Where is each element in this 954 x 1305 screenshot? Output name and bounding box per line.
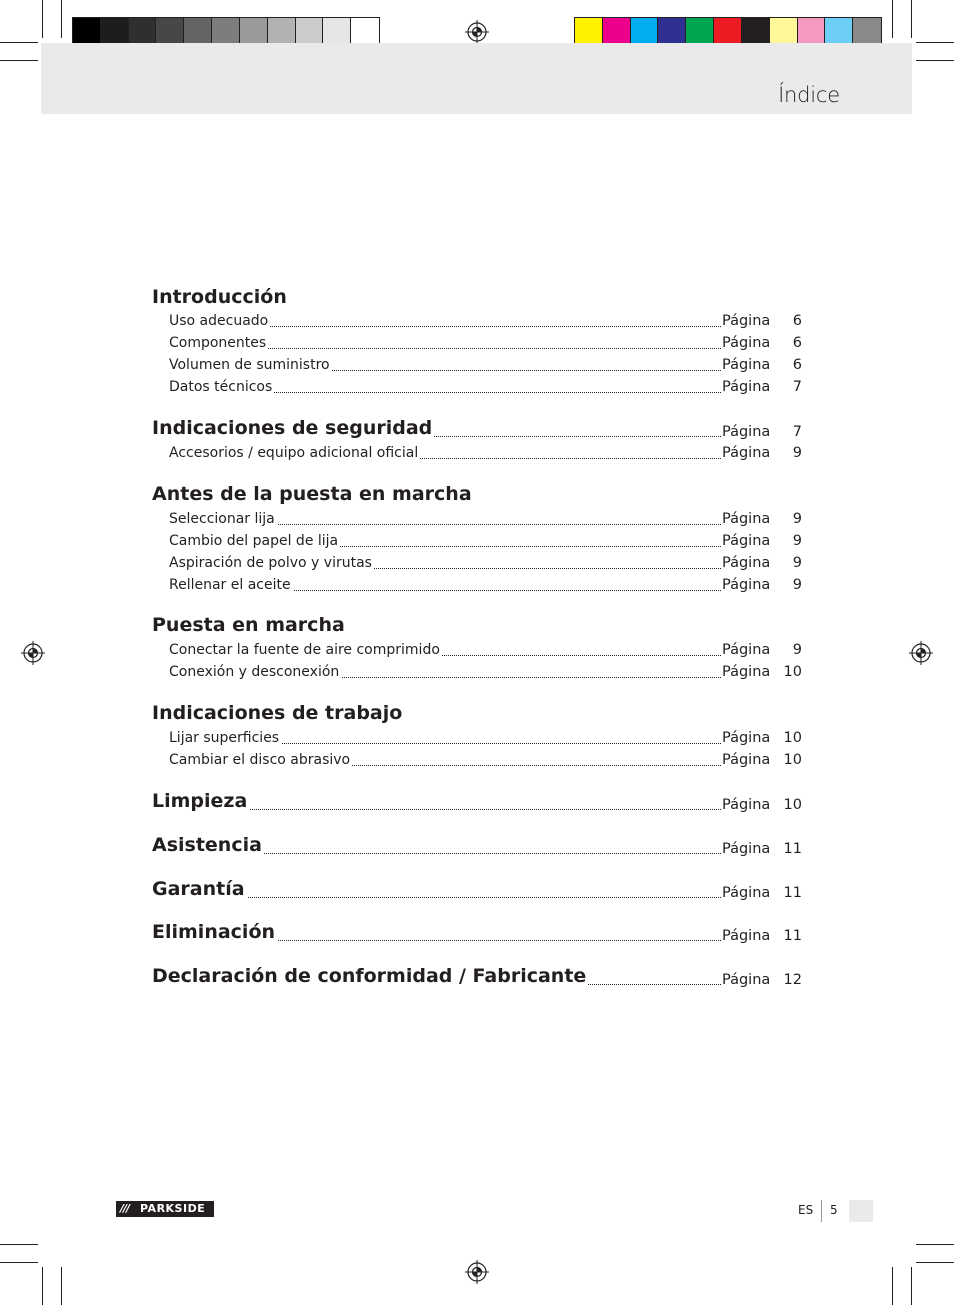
toc-page-number: 10 [783,797,802,813]
color-swatch [770,18,798,45]
toc-page-number: 12 [783,972,802,988]
toc-section-title: Introducción [152,286,287,308]
toc-section[interactable] [0,704,954,726]
color-swatch [129,18,157,45]
toc-section-title: Indicaciones de trabajo [152,702,403,724]
color-swatch [268,18,296,45]
toc-entry[interactable] [0,443,954,465]
toc-section-title: Indicaciones de seguridad [152,417,433,439]
toc-page-label: Página [722,357,771,373]
color-swatch [825,18,853,45]
toc-section[interactable] [0,288,954,310]
toc-entry[interactable] [0,728,954,750]
color-swatch [296,18,324,45]
toc-page-number: 6 [792,313,802,329]
toc-entry[interactable] [0,662,954,684]
color-swatch [73,18,101,45]
crop-mark [892,0,893,38]
toc-page-number: 6 [792,357,802,373]
crop-mark [911,0,912,38]
toc-page-label: Página [722,577,771,593]
toc-page-label: Página [722,885,771,901]
toc-page-label: Página [722,928,771,944]
crop-mark [42,0,43,38]
toc-entry-title: Volumen de suministro [169,357,330,373]
color-swatch [156,18,184,45]
toc-entry-title: Conexión y desconexión [169,664,340,680]
toc-section[interactable] [0,792,954,814]
color-swatch [240,18,268,45]
toc-entry[interactable] [0,575,954,597]
toc-page-number: 9 [792,577,802,593]
toc-page-label: Página [722,379,771,395]
crop-mark [61,1267,62,1305]
toc-page-label: Página [722,555,771,571]
toc-page-label: Página [722,797,771,813]
toc-page-number: 7 [792,424,802,440]
toc-page-number: 11 [783,841,802,857]
page-title: Índice [778,83,840,107]
crop-mark [0,1262,38,1263]
toc-page-number: 9 [792,511,802,527]
crop-mark [916,42,954,43]
toc-entry[interactable] [0,355,954,377]
toc-section[interactable] [0,419,954,441]
toc-page-number: 6 [792,335,802,351]
toc-entry[interactable] [0,509,954,531]
toc-page-label: Página [722,424,771,440]
color-swatch [184,18,212,45]
toc-entry-title: Rellenar el aceite [169,577,291,593]
toc-page-label: Página [722,335,771,351]
toc-section[interactable] [0,485,954,507]
color-swatch [714,18,742,45]
toc-page-number: 11 [783,928,802,944]
toc-page-number: 11 [783,885,802,901]
toc-entry-title: Uso adecuado [169,313,269,329]
toc-section-title: Eliminación [152,921,276,943]
toc-entry[interactable] [0,377,954,399]
toc-page-number: 7 [792,379,802,395]
toc-page-label: Página [722,313,771,329]
toc-section-title: Asistencia [152,834,262,856]
crop-mark [892,1267,893,1305]
crop-mark [916,1262,954,1263]
toc-page-label: Página [722,445,771,461]
toc-section[interactable] [0,836,954,858]
brand-mark: /// [120,1202,130,1215]
toc-section[interactable] [0,923,954,945]
toc-page-label: Página [722,511,771,527]
toc-entry[interactable] [0,531,954,553]
toc-entry[interactable] [0,311,954,333]
color-swatch [101,18,129,45]
toc-page-number: 10 [783,752,802,768]
crop-mark [42,1267,43,1305]
toc-entry-title: Componentes [169,335,267,351]
toc-section[interactable] [0,880,954,902]
toc-page-label: Página [722,730,771,746]
crop-mark [0,60,38,61]
toc-page-label: Página [722,533,771,549]
color-swatch [686,18,714,45]
crop-mark [61,0,62,38]
toc-page-number: 9 [792,533,802,549]
toc-section-title: Limpieza [152,790,248,812]
color-swatch [323,18,351,45]
toc-page-label: Página [722,664,771,680]
toc-section-title: Declaración de conformidad / Fabricante [152,965,587,987]
color-swatch [742,18,770,45]
toc-entry-title: Aspiración de polvo y virutas [169,555,372,571]
color-swatch [212,18,240,45]
crop-mark [916,1244,954,1245]
toc-entry[interactable] [0,640,954,662]
brand-name: PARKSIDE [140,1202,206,1215]
toc-section-title: Antes de la puesta en marcha [152,483,472,505]
toc-entry-title: Accesorios / equipo adicional oficial [169,445,419,461]
crop-mark [0,1244,38,1245]
toc-entry[interactable] [0,333,954,355]
toc-entry[interactable] [0,553,954,575]
toc-page-number: 9 [792,642,802,658]
color-swatch [631,18,659,45]
toc-page-label: Página [722,841,771,857]
toc-section[interactable] [0,967,954,989]
crop-mark [916,60,954,61]
toc-page-label: Página [722,642,771,658]
toc-page-label: Página [722,972,771,988]
toc-entry-title: Seleccionar lija [169,511,275,527]
page-number: 5 [830,1203,838,1217]
color-swatch [798,18,826,45]
crop-mark [911,1267,912,1305]
process-color-bar [574,17,882,46]
language-code: ES [798,1203,814,1217]
toc-section[interactable] [0,616,954,638]
crop-mark [0,42,38,43]
color-swatch [575,18,603,45]
registration-mark-icon [465,20,489,44]
toc-entry[interactable] [0,750,954,772]
toc-entry-title: Cambio del papel de lija [169,533,339,549]
toc-entry-title: Conectar la fuente de aire comprimido [169,642,440,658]
grayscale-color-bar [72,17,380,46]
brand-logo [116,1201,214,1217]
color-swatch [351,18,379,45]
toc-page-number: 10 [783,730,802,746]
footer-divider [821,1200,822,1222]
toc-page-number: 9 [792,555,802,571]
toc-entry-title: Datos técnicos [169,379,273,395]
toc-page-number: 10 [783,664,802,680]
registration-mark-icon [465,1260,489,1284]
toc-page-number: 9 [792,445,802,461]
toc-entry-title: Cambiar el disco abrasivo [169,752,351,768]
toc-section-title: Puesta en marcha [152,614,345,636]
toc-section-title: Garantía [152,878,245,900]
color-swatch [853,18,881,45]
color-swatch [658,18,686,45]
color-swatch [603,18,631,45]
toc-entry-title: Lijar superficies [169,730,280,746]
toc-page-label: Página [722,752,771,768]
footer-tab-box [849,1200,873,1222]
